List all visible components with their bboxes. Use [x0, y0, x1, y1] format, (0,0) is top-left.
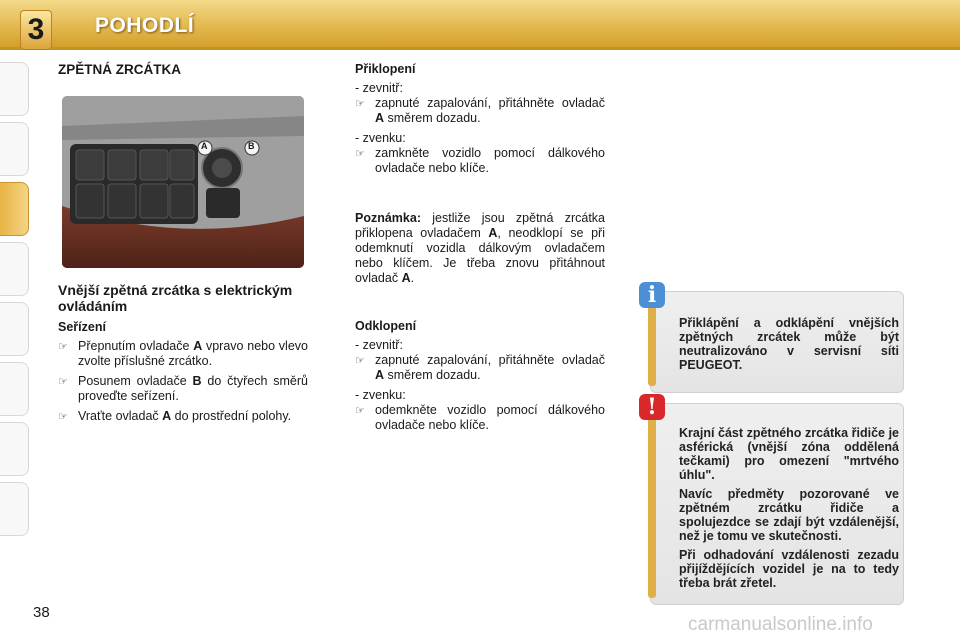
chapter-tab-active[interactable] [0, 182, 29, 236]
warning-paragraph: Krajní část zpětného zrcátka řidiče je asférická (vnější zóna oddělená tečkami) pro omezení "mrtvého úhlu". [679, 426, 899, 482]
page-number: 38 [33, 604, 50, 621]
warning-box [647, 394, 904, 605]
header-underline [0, 47, 960, 50]
hand-pointer-icon: ☞ [58, 375, 68, 388]
warning-paragraph: Navíc předměty pozorované ve zpětném zrcátku řidiče a spolujezdce se zdají být vzdálenější, než je tomu ve skutečnosti. [679, 487, 899, 543]
unfold-heading: Odklopení [355, 319, 417, 333]
adjust-item: ☞ Vraťte ovladač A do prostřední polohy. [58, 409, 292, 423]
chapter-tab[interactable] [0, 422, 29, 476]
warning-icon: ! [639, 394, 665, 420]
chapter-number-badge: 3 [20, 10, 52, 50]
hand-pointer-icon: ☞ [355, 404, 365, 417]
warning-box-accent [648, 412, 656, 598]
warning-box-text [679, 426, 899, 590]
warning-paragraph: Při odhadování vzdálenosti zezadu přijíždějících vozidel je na to tedy třeba brát zřetel. [679, 548, 899, 590]
fold-section [355, 62, 605, 176]
chapter-tab[interactable] [0, 362, 29, 416]
subsection-title: Vnější zpětná zrcátka s elektrickým ovládáním [58, 282, 293, 314]
unfold-section [355, 319, 605, 433]
adjust-item: ☞ Přepnutím ovladače A vpravo nebo vlevo zvolte příslušné zrcátko. [58, 339, 308, 368]
chapter-title: POHODLÍ [95, 14, 195, 37]
fold-outside-label: - zvenku: [355, 131, 406, 145]
chapter-tabs [0, 62, 34, 542]
info-icon: i [639, 282, 665, 308]
unfold-outside-item: ☞ odemkněte vozidlo pomocí dálkového ovladače nebo klíče. [355, 403, 605, 432]
label-a: A [201, 141, 208, 151]
info-box-text: Přiklápění a odklápění vnějších zpětných zrcátek může být neutralizováno v servisní síti PEUGEOT. [679, 316, 899, 372]
hand-pointer-icon: ☞ [58, 410, 68, 423]
chapter-tab[interactable] [0, 302, 29, 356]
hand-pointer-icon: ☞ [58, 340, 68, 353]
chapter-tab[interactable] [0, 62, 29, 116]
mirror-controls-illustration [62, 96, 304, 268]
fold-inside-label: - zevnitř: [355, 81, 403, 95]
unfold-inside-item: ☞ zapnuté zapalování, přitáhněte ovladač A směrem dozadu. [355, 353, 605, 382]
chapter-tab[interactable] [0, 242, 29, 296]
section-title: ZPĚTNÁ ZRCÁTKA [58, 62, 181, 77]
fold-outside-item: ☞ zamkněte vozidlo pomocí dálkového ovladače nebo klíče. [355, 146, 605, 175]
mirror-controls-photo [62, 96, 304, 268]
unfold-inside-label: - zevnitř: [355, 338, 403, 352]
adjust-item: ☞ Posunem ovladače B do čtyřech směrů proveďte seřízení. [58, 374, 309, 403]
info-box-accent [648, 300, 656, 386]
note-paragraph: Poznámka: jestliže jsou zpětná zrcátka přiklopena ovladačem A, neodklopí se při odemknutí vozidla dálkovým ovladačem nebo klíčem. Je třeba znovu přitáhnout ovladač A. [355, 211, 605, 285]
hand-pointer-icon: ☞ [355, 97, 365, 110]
hand-pointer-icon: ☞ [355, 147, 365, 160]
adjust-heading: Seřízení [58, 320, 106, 334]
watermark: carmanualsonline.info [688, 614, 873, 635]
chapter-tab[interactable] [0, 482, 29, 536]
hand-pointer-icon: ☞ [355, 354, 365, 367]
fold-heading: Přiklopení [355, 62, 416, 76]
unfold-outside-label: - zvenku: [355, 388, 406, 402]
adjust-section [58, 320, 308, 424]
fold-inside-item: ☞ zapnuté zapalování, přitáhněte ovladač A směrem dozadu. [355, 96, 605, 125]
chapter-tab[interactable] [0, 122, 29, 176]
label-b: B [248, 141, 255, 151]
info-box [647, 282, 904, 393]
